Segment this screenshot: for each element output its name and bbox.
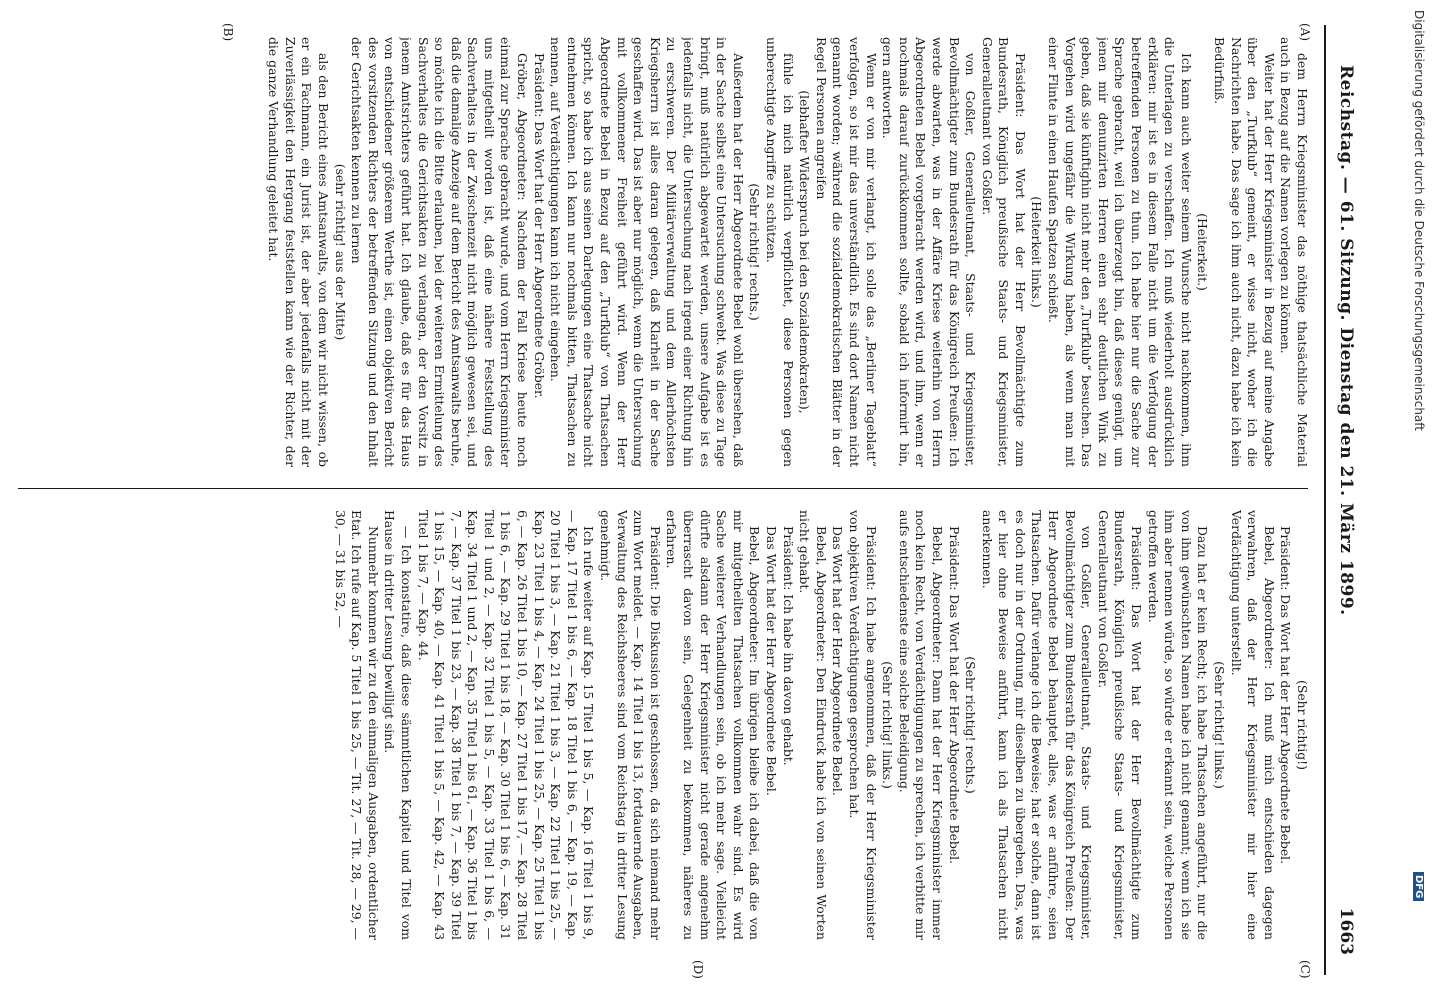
paragraph: Bebel, Abgeordneter: Ich muß mich entschieden dagegen verwahren, daß der Herr Kriegsminister mir hier eine Verdächtigung unterstellt.	[1228, 510, 1277, 940]
margin-marker-c: (C)	[1298, 960, 1312, 979]
digitization-credit-label: Digitalisierung gefördert durch die Deutsche Forschungsgemeinschaft	[1412, 10, 1426, 432]
interjection: (Sehr richtig! links.)	[880, 661, 896, 789]
paragraph: — Ich konstatire, daß diese sämmtlichen Kapitel und Titel vom Hause in dritter Lesung bewilligt sind.	[382, 510, 414, 940]
page-header	[1324, 25, 1362, 975]
margin-marker-a: (A)	[1298, 23, 1312, 42]
paragraph: Bebel, Abgeordneter: Den Eindruck habe ich von seinen Worten nicht gehabt.	[797, 510, 829, 940]
interjection: (lebhafter Widerspruch bei den Sozialdemokraten),	[797, 90, 813, 414]
paragraph: Präsident: Das Wort hat der Herr Abgeordnete Bebel.	[1278, 526, 1294, 865]
paragraph: Nunmehr kommen wir zu den einmaligen Ausgaben, ordentlicher Etat. Ich rufe auf Kap. 5 Titel 1 bis 25, — Tit. 27, — Tit. 28, — 29, — 30, — 31 bis 52, —	[332, 510, 381, 940]
interjection: (Sehr richtig! rechts.)	[747, 183, 763, 321]
paragraph: fühle ich mich natürlich verpflichtet, diese Personen gegen unberechtigte Angriffe zu schützen.	[764, 37, 796, 467]
paragraph: Bebel, Abgeordneter: Im übrigen bleibe ich dabei, daß die von mir mitgetheilten Thatsachen vollkommen wahr sind. Es wird Sache weiterer Verhandlungen sein, ob ich mehr sage. Vielleicht dürfte alsdann der Herr Kriegsminister nicht gerade angenehm überrascht davon sein, Gelegenheit zu bekommen, näheres zu erfahren.	[664, 510, 763, 940]
interjection: (Sehr richtig! rechts.)	[963, 656, 979, 794]
page-number: 1663	[1336, 907, 1356, 955]
paragraph: Ich kann auch weiter seinem Wunsche nicht nachkommen, ihm die Unterlagen zu verschaffen. Ich muß wiederholt ausdrücklich erklären: mir ist es in diesem Falle nicht um die Verfolgung der betreffenden Personen zu thun. Ich habe hier nur die Sache zur Sprache gebracht, weil ich überzeugt bin, daß dieses genügt, um jenen mir denunzirten Herren einen sehr deutlichen Wink zu geben, daß sie künftighin nicht mehr den „Turfklub“ besuchen. Das Vorgehen wird ungefähr die Wirkung haben, als wenn man mit einer Flinte in einen Haufen Spatzen schießt.	[1046, 37, 1194, 467]
paragraph: Das Wort hat der Herr Abgeordnete Bebel.	[764, 526, 779, 796]
paragraph: Präsident: Das Wort hat der Herr Abgeordnete Gröber.	[531, 53, 547, 399]
paragraph: Wenn er von mir verlangt, ich solle das „Berliner Tageblatt“ verfolgen, so ist mir das unverständlich. Es sind dort Namen nicht genannt worden; während die sozialdemokratischen Blätter in der Regel Personen angreifen	[813, 37, 879, 467]
interjection: (sehr richtig! aus der Mitte)	[332, 163, 348, 341]
paragraph: Weiter hat der Herr Kriegsminister in Bezug auf meine Angabe über den „Turfklub“ gemeint, er wisse nicht, woher ich die Nachrichten habe. Das sage ich ihm auch nicht, dazu habe ich kein Bedürfniß.	[1212, 37, 1277, 467]
paragraph: Das Wort hat der Herr Abgeordnete Bebel.	[830, 526, 846, 796]
margin-marker-d: (D)	[691, 960, 705, 979]
running-head: Reichstag. — 61. Sitzung. Dienstag den 21. März 1899.	[1336, 65, 1356, 616]
paragraph: dem Herrn Kriegsminister das nöthige thatsächliche Material auch in Bezug auf die Namen vorlegen zu können.	[1278, 37, 1310, 467]
dfg-logo: DFG	[1413, 872, 1424, 901]
paragraph: als den Bericht eines Amtsanwalts, von dem wir nicht wissen, ob er ein Fachmann, ein Jurist ist, der aber jedenfalls nicht mit der Zuverlässigkeit den Hergang feststellen kann wie der Richter, der die ganze Verhandlung geleitet hat.	[266, 37, 331, 467]
paragraph: von Goßler, Generalleutnant, Staats- und Kriegsminister, Bevollmächtigter zum Bundesrath für das Königreich Preußen: Der Herr Abgeordnete Bebel behauptet, alles, was er anführe, seien Thatsachen. Dafür verlange ich die Beweise; hat er solche, dann ist es doch nur in der Ordnung, mir dieselben zu übergeben. Das, was er hier ohne Beweise anführt, kann ich als Thatsachen nicht anerkennen.	[979, 510, 1095, 940]
paragraph: Bebel, Abgeordneter: Dann hat der Herr Kriegsminister immer noch kein Recht, von Verdächtigungen zu sprechen, ich verbitte mir aufs entschiedenste eine solche Beleidigung.	[896, 510, 945, 940]
paragraph: Präsident: Ich habe ihn davon gehabt.	[780, 526, 796, 766]
paragraph: Außerdem hat der Herr Abgeordnete Bebel wohl übersehen, daß in der Sache selbst eine Untersuchung schwebt. Was diese zu Tage bringt, muß natürlich abgewartet werden, unsere Aufgabe ist es jedenfalls nicht, die Untersuchung nach irgend einer Richtung hin zu erschweren. Der Militärverwaltung und dem Allerhöchsten Kriegsherrn ist alles daran gelegen, daß Klarheit in der Sache geschaffen wird. Das ist aber nur möglich, wenn die Untersuchung mit vollkommener Freiheit geführt wird. Wenn der Herr Abgeordnete Bebel in Bezug auf den „Turfklub“ von Thatsachen spricht, so habe ich aus seinen Darlegungen eine Thatsache nicht entnehmen können. Ich kann nur nochmals bitten, Thatsachen zu nennen, auf Verdächtigungen kann ich nicht eingehen.	[548, 37, 746, 467]
paragraph: von Goßler, Generalleutnant, Staats- und Kriegsminister, Bevollmächtigter zum Bundesrath für das Königreich Preußen: Ich werde abwarten, was in der Affäre Kriese weiterhin von Herrn Abgeordneten Bebel vorgebracht werden wird, und ihm, wenn er nochmals darauf zurückkommen sollte, sobald ich informirt bin, gern antworten.	[880, 37, 979, 467]
text-column-right	[15, 510, 1310, 940]
paragraph: Präsident: Das Wort hat der Herr Bevollmächtigte zum Bundesrath, Königlich preußische Staats- und Kriegsminister, Generalleutnant von Goßler.	[979, 37, 1028, 467]
paragraph: Präsident: Ich habe angenommen, daß der Herr Kriegsminister von objektiven Verdächtigungen gesprochen hat.	[846, 510, 879, 940]
column-divider	[18, 488, 1308, 489]
text-column-left	[15, 37, 1310, 467]
margin-marker-b: (B)	[221, 23, 235, 42]
paragraph: Präsident: Das Wort hat der Herr Bevollmächtigte zum Bundesrath, Königlich preußische Staats- und Kriegsminister, Generalleutnant von Goßler.	[1095, 510, 1145, 940]
paragraph: Gröber, Abgeordneter: Nachdem der Fall Kriese heute noch einmal zur Sprache gebracht wurde, und vom Herrn Kriegsminister uns mitgetheilt worden ist, daß eine nähere Feststellung des Sachverhaltes in der Zwischenzeit nicht möglich gewesen sei, und daß die damalige Anzeige auf dem Bericht des Amtsanwalts beruhe, so möchte ich die Bitte erlauben, bei der weiteren Ermittelung des Sachverhaltes die Gerichtsakten zu verlangen, der den Vorsitz in jenem Amtsrichters geführt hat. Ich glaube, daß es für das Haus von entschiedener größerem Werthe ist, einen objektiven Bericht des vorsitzenden Richters der betreffenden Sitzung und den Inhalt der Gerichtsakten kennen zu lernen	[349, 37, 531, 467]
digitization-credit	[1404, 10, 1430, 990]
interjection: (Heiterkeit links.)	[1029, 196, 1045, 308]
interjection: (Sehr richtig!)	[1295, 680, 1310, 770]
rotated-scan-page	[0, 23, 1370, 979]
paragraph: Ich rufe weiter auf Kap. 15 Titel 1 bis 5, — Kap. 16 Titel 1 bis 9, — Kap. 17 Titel 1 bis 6, — Kap. 18 Titel 1 bis 6, — Kap. 19, — Kap. 20 Titel 1 bis 3, — Kap. 21 Titel 1 bis 3, — Kap. 22 Titel 1 bis 25, — Kap. 23 Titel 1 bis 4, — Kap. 24 Titel 1 bis 25, — Kap. 25 Titel 1 bis 6, — Kap. 26 Titel 1 bis 10, — Kap. 27 Titel 1 bis 17, — Kap. 28 Titel 1 bis 6, — Kap. 29 Titel 1 bis 18, — Kap. 30 Titel 1 bis 6, — Kap. 31 Titel 1 und 2, — Kap. 32 Titel 1 bis 5, — Kap. 33 Titel 1 bis 6, — Kap. 34 Titel 1 und 2, — Kap. 35 Titel 1 bis 61, — Kap. 36 Titel 1 bis 7, — Kap. 37 Titel 1 bis 23, — Kap. 38 Titel 1 bis 7, — Kap. 39 Titel 1 bis 15, — Kap. 40, — Kap. 41 Titel 1 bis 5, — Kap. 42, — Kap. 43 Titel 1 bis 7, — Kap. 44.	[415, 510, 597, 940]
interjection: (Heiterkeit.)	[1195, 213, 1211, 291]
paragraph: Präsident: Das Wort hat der Herr Abgeordnete Bebel.	[946, 526, 962, 865]
paragraph: Präsident: Die Diskussion ist geschlossen, da sich niemand mehr zum Wort meldet. — Kap. 14 Titel 1 bis 13, fortdauernde Ausgaben, Verwaltung des Reichsheeres sind vom Reichstag in dritter Lesung genehmigt.	[598, 510, 663, 940]
digitization-credit-text	[1412, 10, 1426, 990]
interjection: (Sehr richtig! links.)	[1212, 661, 1228, 789]
paragraph: Dazu hat er kein Recht; ich habe Thatsachen angeführt, nur die von ihm gewünschten Namen habe ich nicht genannt; wenn ich sie ihm aber nennen würde, so würde er erkannt sein, welche Personen getroffen werden.	[1145, 510, 1211, 940]
